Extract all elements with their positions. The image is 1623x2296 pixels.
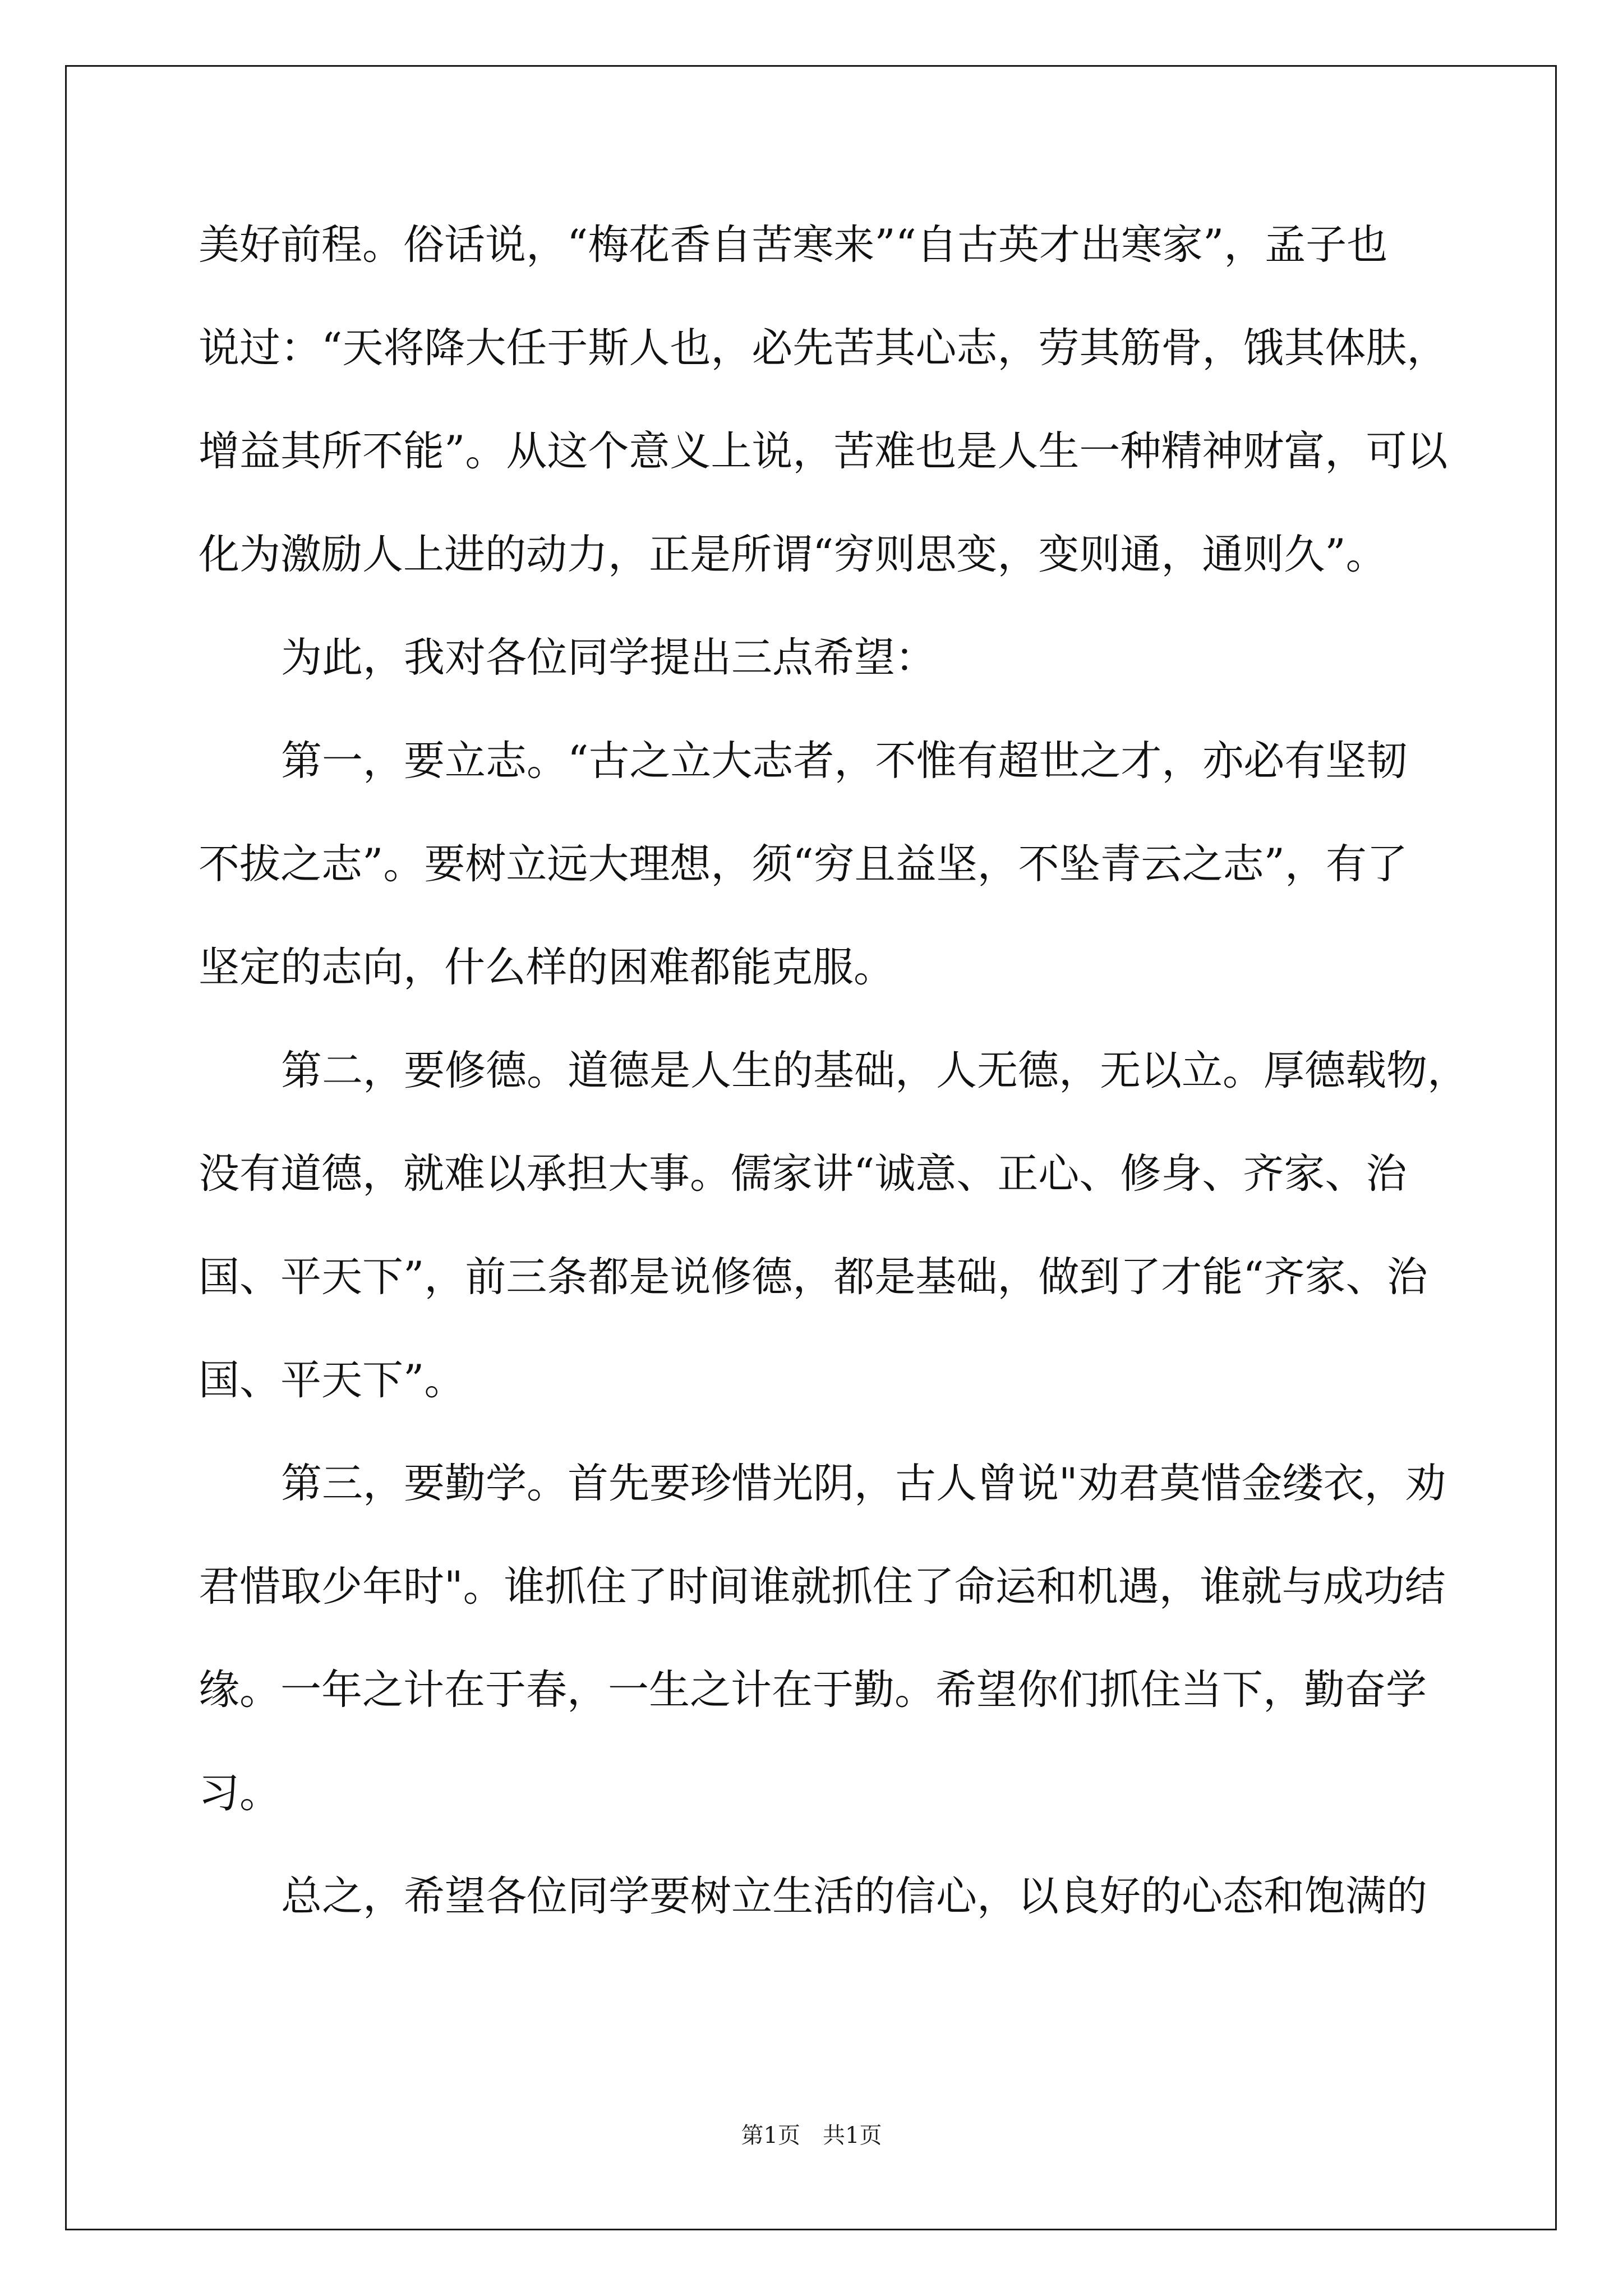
text-line-15: 缘。一年之计在于春，一生之计在于勤。希望你们抓住当下，勤奋学 (199, 1666, 1427, 1714)
text-line-3: 增益其所不能”。从这个意义上说，苦难也是人生一种精神财富，可以 (199, 427, 1448, 475)
text-line-2: 说过：“天将降大任于斯人也，必先苦其心志，劳其筋骨，饿其体肤， (199, 324, 1448, 372)
text-line-12: 国、平天下”。 (199, 1356, 465, 1404)
text-line-4: 化为激励人上进的动力，正是所谓“穷则思变，变则通，通则久”。 (199, 531, 1387, 578)
paragraph-second-start: 第二，要修德。道德是人生的基础，人无德，无以立。厚德载物， (281, 1047, 1468, 1094)
paragraph-intro: 为此，我对各位同学提出三点希望： (281, 634, 936, 682)
text-line-16: 习。 (199, 1769, 280, 1817)
paragraph-first-start: 第一，要立志。“古之立大志者，不惟有超世之才，亦必有坚韧 (281, 737, 1408, 785)
text-line-8: 坚定的志向，什么样的困难都能克服。 (199, 944, 895, 991)
text-line-11: 国、平天下”，前三条都是说修德，都是基础，做到了才能“齐家、治 (199, 1253, 1428, 1301)
page-number-footer: 第1页 共1页 (741, 2123, 882, 2148)
text-line-1: 美好前程。俗话说，“梅花香自苦寒来”“自古英才出寒家”，孟子也 (199, 221, 1388, 269)
text-line-7: 不拔之志”。要树立远大理想，须“穷且益坚，不坠青云之志”，有了 (199, 840, 1408, 888)
text-line-14: 君惜取少年时"。谁抓住了时间谁就抓住了命运和机遇，谁就与成功结 (199, 1563, 1446, 1611)
paragraph-third-start: 第三，要勤学。首先要珍惜光阴，古人曾说"劝君莫惜金缕衣，劝 (281, 1460, 1446, 1507)
paragraph-conclusion-start: 总之，希望各位同学要树立生活的信心，以良好的心态和饱满的 (281, 1872, 1427, 1920)
text-line-10: 没有道德，就难以承担大事。儒家讲“诚意、正心、修身、齐家、治 (199, 1150, 1407, 1198)
